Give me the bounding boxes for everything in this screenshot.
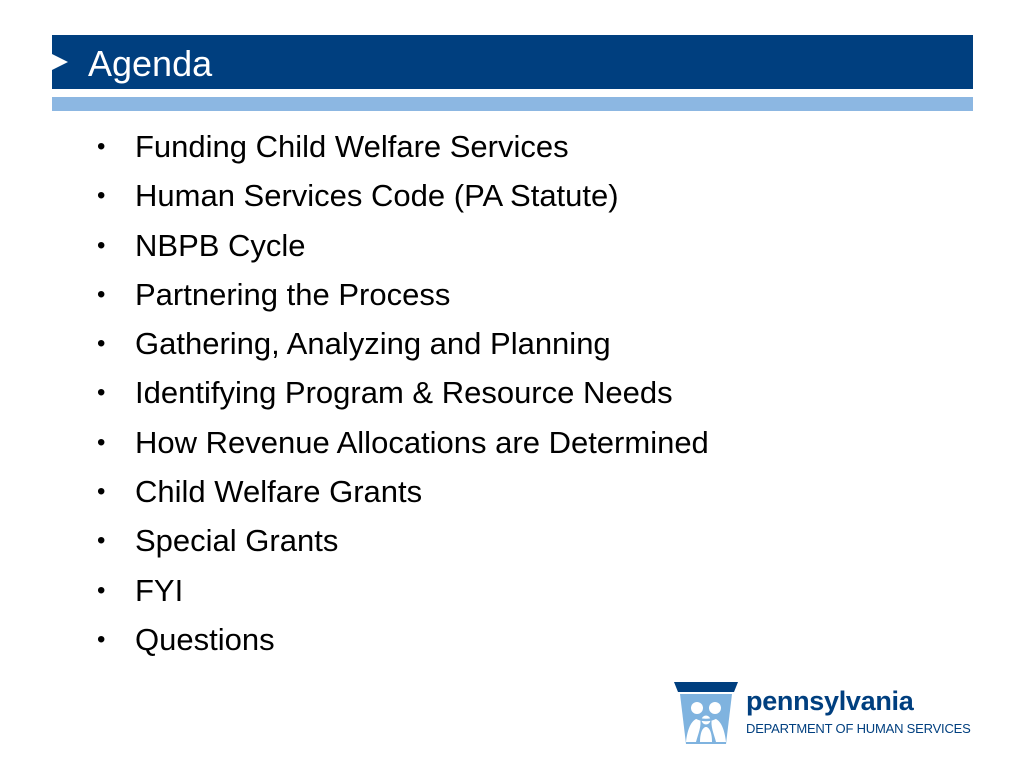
agenda-item-text: Gathering, Analyzing and Planning <box>135 326 611 362</box>
agenda-item <box>92 467 709 516</box>
agenda-item <box>92 615 709 664</box>
bullet-icon: • <box>97 478 106 506</box>
bullet-icon: • <box>97 133 106 160</box>
slide-title: Agenda <box>88 43 213 84</box>
agenda-list <box>92 122 709 664</box>
agenda-item-text: NBPB Cycle <box>135 227 306 263</box>
agenda-item <box>92 368 709 417</box>
bullet-icon: • <box>97 280 106 308</box>
keystone-family-icon <box>672 680 740 746</box>
agenda-item <box>92 319 709 368</box>
bullet-icon: • <box>97 428 106 456</box>
agenda-item <box>92 418 709 467</box>
agenda-item-text: Human Services Code (PA Statute) <box>135 178 619 214</box>
agenda-item-text: Partnering the Process <box>135 276 451 312</box>
bullet-icon: • <box>97 379 106 407</box>
title-arrow-icon <box>52 54 68 70</box>
agenda-item <box>92 221 709 270</box>
bullet-icon: • <box>97 330 106 358</box>
bullet-icon: • <box>97 182 106 210</box>
agenda-item <box>92 171 709 220</box>
agenda-item <box>92 516 709 565</box>
title-bar <box>52 35 973 89</box>
agenda-item-text: How Revenue Allocations are Determined <box>135 424 709 460</box>
bullet-icon: • <box>97 527 106 555</box>
agenda-item <box>92 566 709 615</box>
agenda-item-text: Questions <box>135 621 275 657</box>
bullet-icon: • <box>97 231 106 259</box>
agenda-item-text: FYI <box>135 572 184 608</box>
accent-bar <box>52 97 973 111</box>
agenda-item-text: Child Welfare Grants <box>135 474 423 510</box>
agenda-item-text: Funding Child Welfare Services <box>135 129 569 164</box>
bullet-icon: • <box>97 625 106 653</box>
bullet-icon: • <box>97 576 106 604</box>
agenda-item-text: Special Grants <box>135 523 339 559</box>
agenda-item <box>92 122 709 171</box>
agenda-item-text: Identifying Program & Resource Needs <box>135 375 673 411</box>
agenda-item <box>92 270 709 319</box>
logo-wordmark: pennsylvania <box>746 686 914 716</box>
logo-subtitle: DEPARTMENT OF HUMAN SERVICES <box>746 721 971 736</box>
dhs-logo <box>672 680 982 748</box>
